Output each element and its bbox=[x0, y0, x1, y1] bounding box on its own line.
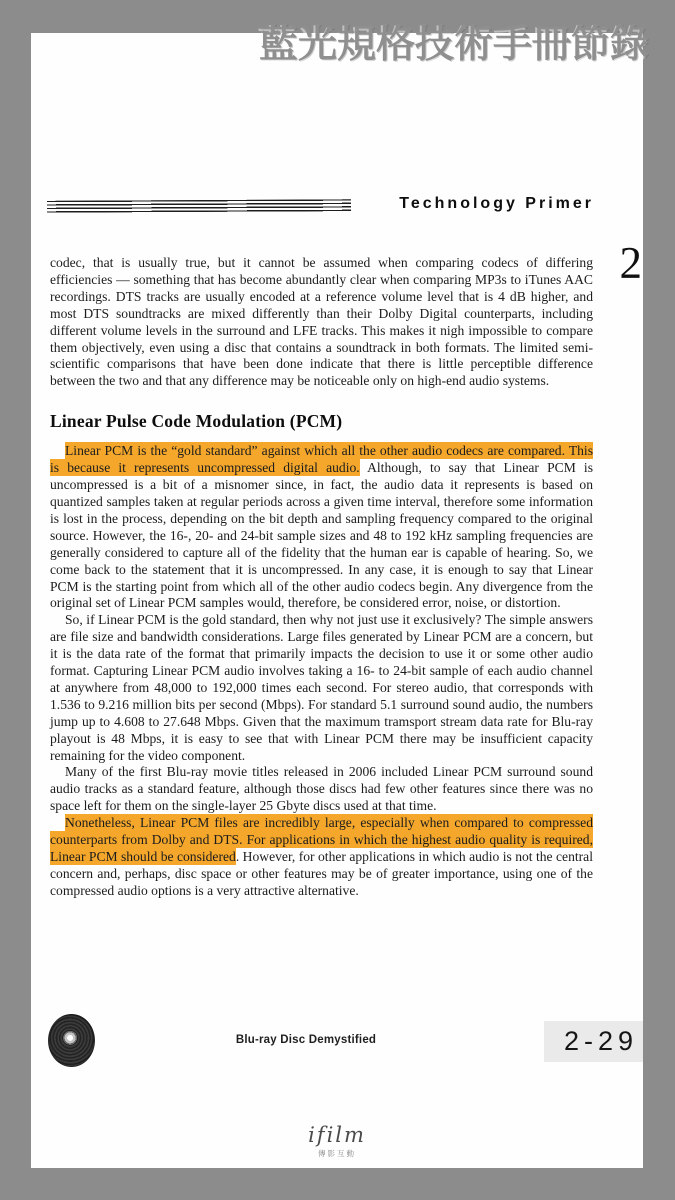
highlight-passage-1: Linear PCM is the “gold standard” against which all the other audio codecs are compared. This is because it represents uncompressed digital audio. bbox=[50, 443, 593, 476]
book-page bbox=[31, 33, 643, 1168]
highlight-passage-2: Nonetheless, Linear PCM files are incredibly large, especially when compared to compressed counterparts from Dolby and DTS. For applications in which the highest audio quality is required, Linear PCM should be considered bbox=[50, 815, 593, 864]
chapter-edge-number: 2 bbox=[619, 238, 642, 288]
body-paragraph-4: Many of the first Blu-ray movie titles released in 2006 included Linear PCM surround sound audio tracks as a standard feature, although those discs had few other features since there was no space left for them on the single-layer 25 Gbyte discs used at that time. bbox=[50, 764, 593, 814]
scan-overlay-title: 藍光規格技術手冊節錄 bbox=[258, 23, 649, 66]
body-paragraph-2 bbox=[50, 443, 593, 612]
ifilm-logo-subtext: 傳影互動 bbox=[318, 1149, 356, 1159]
ifilm-logo: ifilm bbox=[308, 1123, 366, 1147]
body-paragraph-2-rest: Although, to say that Linear PCM is uncompressed is a bit of a misnomer since, in fact, the audio data it represents is based on quantized samples taken at regular periods across a given time interval, therefore some information is lost in the process, depending on the bit depth and sampling frequency compared to the original source. However, the 16-, 20- and 24-bit sample sizes and 48 to 192 kHz sampling frequencies are generally considered to capture all of the fidelity that the human ear is capable of hearing. So, we come back to the statement that it is uncompressed. In any case, it is enough to say that Linear PCM is the starting point from which all of the other audio codecs begin. Any divergence from the original set of Linear PCM samples would, therefore, be considered error, noise, or distortion. bbox=[50, 460, 594, 611]
body-paragraph-3: So, if Linear PCM is the gold standard, then why not just use it exclusively? The simple answers are file size and bandwidth considerations. Large files generated by Linear PCM are a concern, but it is the data rate of the format that primarily impacts the decision to use it or some other audio format. Capturing Linear PCM audio involves taking a 16- to 24-bit sample of each audio channel at anywhere from 48,000 to 192,000 times each second. For stereo audio, that corresponds with 1.536 to 9.216 million bits per second (Mbps). For standard 5.1 surround sound audio, the numbers jump up to 4.608 to 27.648 Mbps. Given that the maximum tramsport stream data rate for Blu-ray playout is 48 Mbps, it is easy to see that with Linear PCM there may be insufficient capacity remaining for the video component. bbox=[50, 612, 593, 763]
body-paragraph-1: codec, that is usually true, but it cannot be assumed when comparing codecs of differing efficiencies — something that has become abundantly clear when comparing MP3s to iTunes AAC recordings. DTS tracks are usually encoded at a reference volume level that is 4 dB higher, and most DTS soundtracks are mixed differently than their Dolby Digital counterparts, including different volume levels in the surround and LFE tracks. This makes it nigh impossible to compare them objectively, even using a disc that contains a soundtrack in both formats. The limited semi-scientific comparisons that have been done indicate that there is little perceptible difference between the two and that any difference may be noticeable only on high-end audio systems. bbox=[50, 255, 593, 389]
page-body bbox=[50, 255, 593, 900]
page-number: 2-29 bbox=[544, 1021, 643, 1062]
publisher-watermark bbox=[31, 1124, 643, 1159]
footer-book-title: Blu-ray Disc Demystified bbox=[235, 1034, 377, 1046]
section-heading: Linear Pulse Code Modulation (PCM) bbox=[50, 411, 343, 432]
body-paragraph-5 bbox=[50, 815, 593, 900]
body-paragraph-5-rest: . However, for other applications in which audio is not the central concern and, perhaps, disc space or other features may be of greater importance, using one of the compressed audio options is a very attractive alternative. bbox=[50, 849, 593, 898]
running-header-title: Technology Primer bbox=[399, 195, 594, 212]
blu-ray-disc-icon bbox=[48, 1014, 95, 1067]
header-rule-lines bbox=[47, 199, 351, 213]
